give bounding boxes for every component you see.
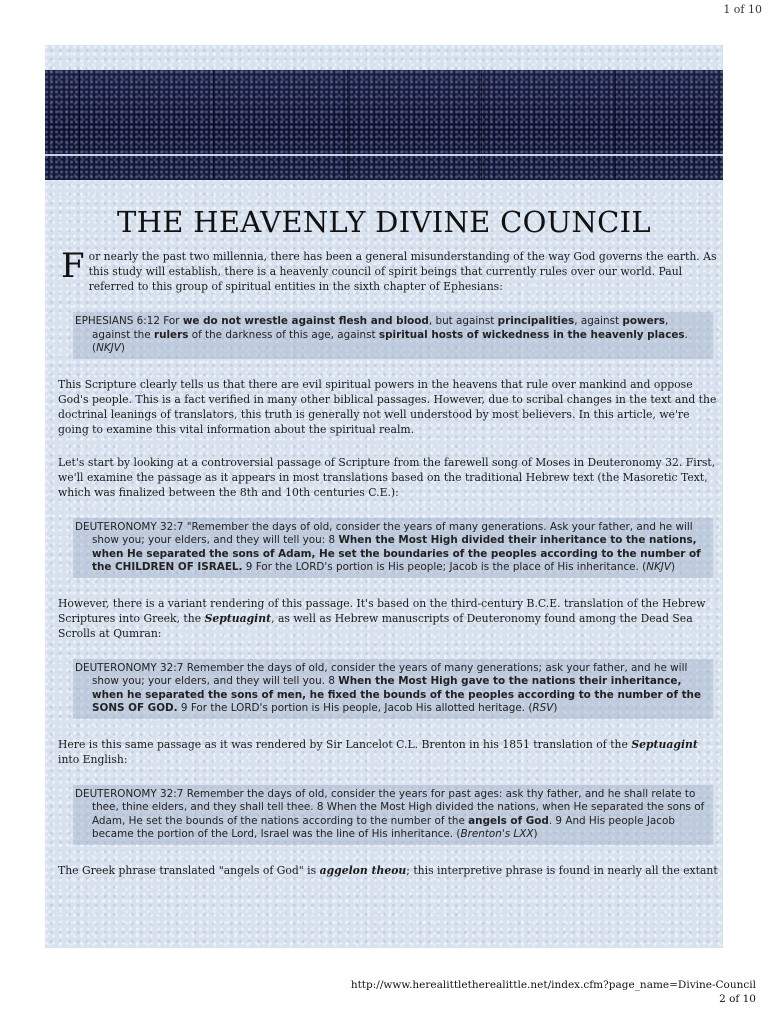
- quote-reference: DEUTERONOMY 32:7: [75, 787, 184, 800]
- quote-fragment: Remember the days of old, consider the years of many generations; ask your father, and he will show you; your elders, and they will tell you. 8: [92, 661, 688, 687]
- banner-tile-divider: [213, 70, 214, 180]
- quote-text: [75, 788, 705, 842]
- banner-tile-divider: [615, 70, 616, 180]
- quote-fragment: 9 For the LORD's portion is His people; Jacob is the place of His inheritance. (: [242, 561, 647, 573]
- quote-fragment: , against: [574, 315, 623, 327]
- quote-fragment: 9 For the LORD's portion is His people, Jacob His allotted heritage. (: [177, 702, 533, 714]
- article-body: [58, 246, 718, 896]
- quote-text: [75, 315, 705, 356]
- quote-source: Brenton's LXX: [460, 828, 534, 840]
- para-fragment: into English:: [58, 752, 128, 766]
- paragraph-5: [58, 737, 718, 767]
- quote-emphasis: When the Most High gave to the nations their inheritance, when he separated the sons of men, he fixed the bounds of the peoples according to the number of the SONS OF GOD.: [92, 675, 701, 714]
- para-emphasis: Septuagint: [204, 611, 272, 625]
- quote-emphasis: principalities: [497, 315, 575, 327]
- quote-reference: DEUTERONOMY 32:7: [75, 661, 184, 674]
- para-emphasis: Septuagint: [631, 737, 698, 751]
- banner-tile-divider: [79, 70, 80, 180]
- para-fragment: Here is this same passage as it was rendered by Sir Lancelot C.L. Brenton in his 1851 translation of the: [58, 737, 632, 751]
- document-page: [45, 45, 723, 948]
- scripture-quote-deut-nkjv: [73, 518, 713, 578]
- page-number-top: 1 of 10: [723, 3, 762, 16]
- quote-emphasis: we do not wrestle against flesh and blood: [182, 315, 429, 327]
- quote-text: [75, 521, 705, 575]
- scripture-quote-ephesians: [73, 312, 713, 359]
- para-emphasis: aggelon theou: [319, 863, 407, 877]
- quote-source: NKJV: [646, 561, 671, 573]
- quote-emphasis: rulers: [153, 328, 189, 341]
- quote-fragment: Remember the days of old, consider the years for past ages: ask thy father, and he shall relate to thee, thine elders, and they shall tell thee. 8 When the Most High divided the nations, when He separated the sons of Adam, He set the bounds of the nations according to the number of the: [92, 787, 705, 827]
- paragraph-6: [58, 863, 718, 878]
- page-title: THE HEAVENLY DIVINE COUNCIL: [117, 205, 651, 239]
- quote-fragment: . (: [92, 328, 688, 354]
- drop-cap: F: [61, 246, 85, 286]
- quote-fragment: . 9 And His people Jacob became the portion of the Lord, Israel was the line of His inheritance. (: [92, 814, 675, 840]
- scripture-quote-deut-brenton: [73, 785, 713, 845]
- para-fragment: ; this interpretive phrase is found in nearly all the extant: [406, 863, 718, 877]
- banner-tile-divider: [347, 70, 348, 180]
- quote-fragment: ): [120, 342, 125, 354]
- intro-text: or nearly the past two millennia, there has been a general misunderstanding of the way God governs the earth. As this study will establish, there is a heavenly council of spirit beings that currently rules over our world. Paul referred to this group of spiritual entities in the sixth chapter of Ephesians:: [88, 250, 717, 293]
- para-fragment: However, there is a variant rendering of this passage. It's based on the third-century B.C.E. translation of the Hebrew Scriptures into Greek, the: [58, 596, 706, 625]
- quote-fragment: , but against: [428, 315, 498, 327]
- paragraph-3: Let's start by looking at a controversial passage of Scripture from the farewell song of Moses in Deuteronomy 32. First, we'll examine the passage as it appears in most translations based on the traditional Hebrew text (the Masoretic Text, which was finalized between the 8th and 10th centuries C.E.):: [58, 455, 716, 499]
- quote-reference: EPHESIANS 6:12: [75, 315, 160, 327]
- quote-fragment: , against the: [92, 315, 669, 341]
- quote-fragment: ): [670, 561, 676, 573]
- quote-emphasis: spiritual hosts of wickedness in the heavenly places: [378, 328, 685, 341]
- intro-paragraph: [58, 246, 718, 294]
- quote-source: NKJV: [96, 342, 121, 354]
- banner-separator: [45, 154, 723, 156]
- quote-fragment: For: [159, 315, 183, 327]
- banner-tile-divider: [481, 70, 482, 180]
- quote-emphasis: powers: [622, 315, 665, 327]
- para-fragment: The Greek phrase translated "angels of God" is: [58, 863, 320, 877]
- quote-emphasis: angels of God: [468, 814, 549, 827]
- quote-source: RSV: [532, 702, 554, 714]
- quote-fragment: ): [553, 702, 558, 714]
- quote-emphasis: When the Most High divided their inheritance to the nations, when He separated the sons of Adam, He set the boundaries of the peoples according to the number of the CHILDREN OF ISRAEL.: [92, 534, 701, 573]
- page-number-bottom: 2 of 10: [719, 993, 756, 1005]
- paragraph-4: [58, 596, 718, 641]
- footer-url: http://www.herealittletherealittle.net/index.cfm?page_name=Divine-Council: [350, 979, 756, 991]
- quote-text: [75, 662, 705, 716]
- paragraph-2: This Scripture clearly tells us that there are evil spiritual powers in the heavens that rule over mankind and oppose God's people. This is a fact verified in many other biblical passages. However, due to scribal changes in the text and the doctrinal leanings of translators, this truth is generally not well understood by most believers. In this article, we're going to examine this vital information about the spiritual realm.: [58, 377, 717, 436]
- quote-fragment: of the darkness of this age, against: [188, 328, 379, 341]
- starfield-banner: [45, 70, 723, 180]
- quote-fragment: ): [533, 828, 538, 840]
- quote-fragment: "Remember the days of old, consider the years of many generations. Ask your father, and he will show you; your elders, and they will tell you: 8: [92, 520, 693, 546]
- scripture-quote-deut-rsv: [73, 659, 713, 719]
- para-fragment: , as well as Hebrew manuscripts of Deuteronomy found among the Dead Sea Scrolls at Qumran:: [58, 611, 693, 640]
- quote-reference: DEUTERONOMY 32:7: [75, 520, 184, 533]
